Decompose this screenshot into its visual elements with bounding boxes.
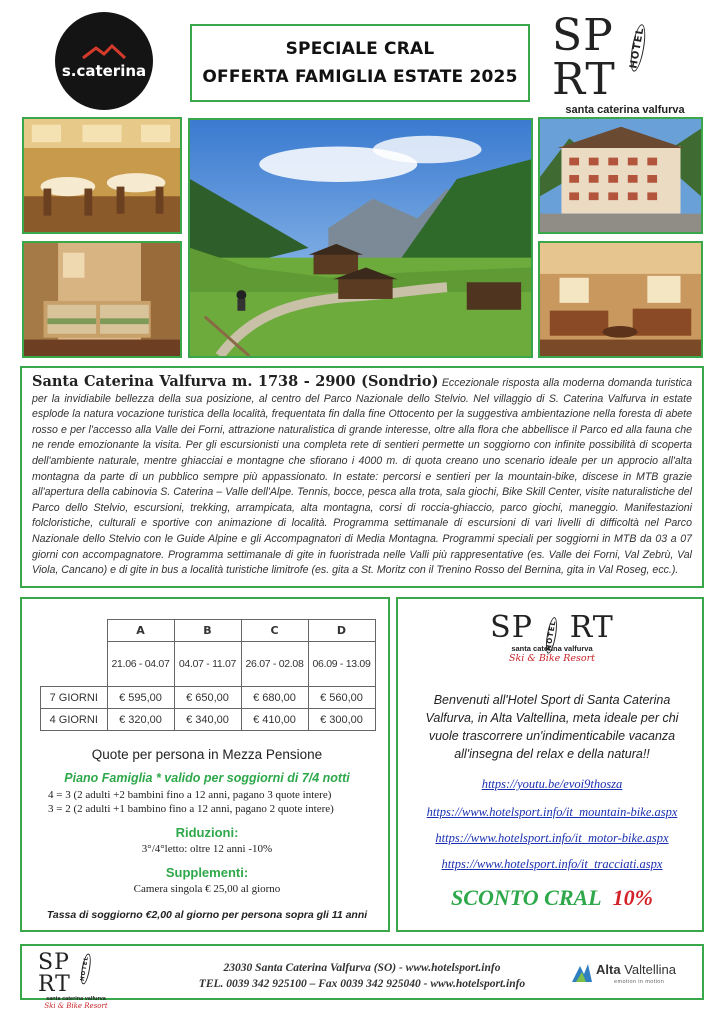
row-label: 7 GIORNI	[41, 687, 108, 709]
alta-valtellina-logo	[570, 958, 690, 990]
price-cell: € 680,00	[241, 687, 308, 709]
price-cell: € 340,00	[174, 709, 241, 731]
title-box	[190, 24, 530, 102]
price-table-letters-row	[41, 620, 376, 642]
price-table-dates-row	[41, 642, 376, 687]
column-dates-a: 21.06 - 04.07	[107, 642, 174, 687]
price-table	[40, 619, 376, 731]
hotel-sport-tagline: Ski & Bike Resort	[44, 1002, 108, 1010]
mountain-bike-link[interactable]: https://www.hotelsport.info/it_mountain-bike.aspx	[426, 805, 678, 819]
riduzioni-title: Riduzioni:	[175, 825, 239, 840]
sconto-label: SCONTO CRAL	[451, 885, 602, 910]
hotel-sport-sub: santa caterina valfurva	[46, 996, 106, 1002]
footer-address: 23030 Santa Caterina Valfurva (SO) - www.hotelsport.info	[223, 962, 501, 974]
price-cell: € 595,00	[107, 687, 174, 709]
footer-phone: TEL. 0039 342 925100 – Fax 0039 342 925040 - www.hotelsport.info	[198, 978, 526, 990]
santa-caterina-logo-text: s.caterina	[61, 62, 147, 80]
tassa-soggiorno: Tassa di soggiorno €2,00 al giorno per persona sopra gli 11 anni	[46, 909, 368, 921]
sconto-value: 10%	[612, 885, 653, 910]
motor-bike-link[interactable]: https://www.hotelsport.info/it_motor-bike.aspx	[435, 831, 669, 845]
column-dates-d: 06.09 - 13.09	[308, 642, 375, 687]
sconto-cral	[398, 885, 706, 911]
column-letter-d: D	[308, 620, 375, 642]
title-line-1: SPECIALE CRAL	[285, 39, 435, 59]
column-letter-b: B	[174, 620, 241, 642]
quote-line: Quote per persona in Mezza Pensione	[91, 747, 323, 762]
description-heading: Santa Caterina Valfurva m. 1738 - 2900 (Sondrio)	[32, 373, 439, 390]
footer-contact	[172, 960, 552, 992]
price-cell: € 650,00	[174, 687, 241, 709]
alta-valtellina-name: Alta Valtellina	[596, 962, 676, 977]
photo-lounge	[538, 241, 703, 358]
info-box	[396, 597, 704, 932]
supplementi-text: Camera singola € 25,00 al giorno	[133, 883, 281, 895]
piano-famiglia-title: Piano Famiglia * valido per soggiorni di 7/4 notti	[64, 771, 350, 785]
description-paragraph	[32, 374, 692, 579]
price-cell: € 410,00	[241, 709, 308, 731]
piano-line-2: 3 = 2 (2 adulti +1 bambino fino a 12 anni, pagano 2 quote intere)	[48, 803, 334, 815]
footer-box	[20, 944, 704, 1010]
hotel-sport-logo	[552, 10, 698, 116]
hotel-sport-logo	[38, 950, 114, 1010]
alta-valtellina-icon	[570, 960, 594, 984]
price-cell: € 320,00	[107, 709, 174, 731]
table-row	[41, 687, 376, 709]
photo-valley-landscape	[188, 118, 533, 358]
price-cell: € 300,00	[308, 709, 375, 731]
table-row	[41, 709, 376, 731]
description-box	[20, 366, 704, 588]
piano-line-1: 4 = 3 (2 adulti +2 bambini fino a 12 anni, pagano 3 quote intere)	[48, 789, 332, 801]
price-cell: € 560,00	[308, 687, 375, 709]
supplementi-title: Supplementi:	[165, 865, 249, 880]
riduzioni-text: 3°/4°letto: oltre 12 anni -10%	[141, 843, 273, 855]
column-dates-c: 26.07 - 02.08	[241, 642, 308, 687]
hotel-sport-tagline: Ski & Bike Resort	[509, 653, 595, 664]
tracciati-link[interactable]: https://www.hotelsport.info/it_tracciati.aspx	[441, 857, 663, 871]
price-box	[20, 597, 390, 932]
welcome-text: Benvenuti all'Hotel Sport di Santa Caterina Valfurva, in Alta Valtellina, meta ideale per chi vuole trascorrere un'indimenticabile vacanza all'insegna del relax e della natura!!	[425, 693, 679, 761]
alta-valtellina-tagline: emotion in motion	[614, 979, 665, 985]
column-dates-b: 04.07 - 11.07	[174, 642, 241, 687]
hotel-sport-wordmark: SP HOTELRT	[552, 10, 647, 105]
mountain-icon	[81, 44, 127, 60]
description-body: Eccezionale risposta alla moderna domanda turistica per la invidiabile bellezza della sua posizione, al centro del Parco Nazionale dello Stelvio. Nel villaggio di S. Caterina Valfurva in estate esplode la natura vocazione turistica della località, frequentata fin dalla fine Ottocento per la suggestiva ambientazione nella foresta di abete rosso e per l'accesso alla Valle dei Forni, attrazione naturalistica di grande interesse, oltre alla flora che abbellisce il Parco ed alla fauna che ne rende emozionante la visita. Per gli escursionisti una completa rete di sentieri permette un soggiorno con infinite possibilità di scoperta dell'ambiente naturale, mentre ghiacciai e montagne che sfiorano i 4000 m. di quota creano uno scenario ideale per un approcio all'alta montagna da parte di un pubblico sempre più appassionato. In estate: percorsi e sentieri per la mountain-bike, discese in MTB grazie all'apertura della cabinovia S. Caterina – Valle dell'Alpe. Tennis, bocce, pesca alla trota, sala giochi, Bike Skill Center, visite naturalistiche del Parco dello Stelvio, escursioni, trekking, arrampicata, alta montagna, corsi di roccia-ghiaccio, parco giochi, maneggio. Manifestazioni folcloristiche, culturali e sportive con animazione di località. Programma settimanale di escursioni di vari livelli di difficoltà nel Parco Nazionale dello Stelvio con le Guide Alpine e gli Accompagnatori di Media Montagna. Programmi speciali per soggiorni in MTB da 03 a 07 giorni con accompagnatore. Programma settimanale di gite in fuoristrada nelle Valli più rappresentative (es. Valle dei Forni, Val Zebrù, Val Viola, Cancano) e di gite in bus a località turistiche limitrofe (es. gita a St. Moritz con il Trenino Rosso del Bernina, gita in Val Roseg, ecc.).	[32, 377, 692, 577]
photo-bedroom	[22, 241, 182, 358]
photo-hotel-exterior	[538, 117, 703, 234]
column-letter-a: A	[107, 620, 174, 642]
hotel-sport-logo	[490, 610, 614, 673]
santa-caterina-logo	[55, 12, 153, 110]
hotel-sport-sub: santa caterina valfurva	[565, 104, 685, 116]
photo-dining-room	[22, 117, 182, 234]
hotel-sport-wordmark: SP HOTELRT	[38, 950, 90, 997]
row-label: 4 GIORNI	[41, 709, 108, 731]
hotel-sport-wordmark: SP HOTEL RT	[490, 613, 614, 643]
youtube-link[interactable]: https://youtu.be/evoi9thosza	[481, 777, 623, 791]
column-letter-c: C	[241, 620, 308, 642]
hotel-sport-sub: santa caterina valfurva	[511, 644, 593, 653]
title-line-2: OFFERTA FAMIGLIA ESTATE 2025	[202, 67, 518, 87]
